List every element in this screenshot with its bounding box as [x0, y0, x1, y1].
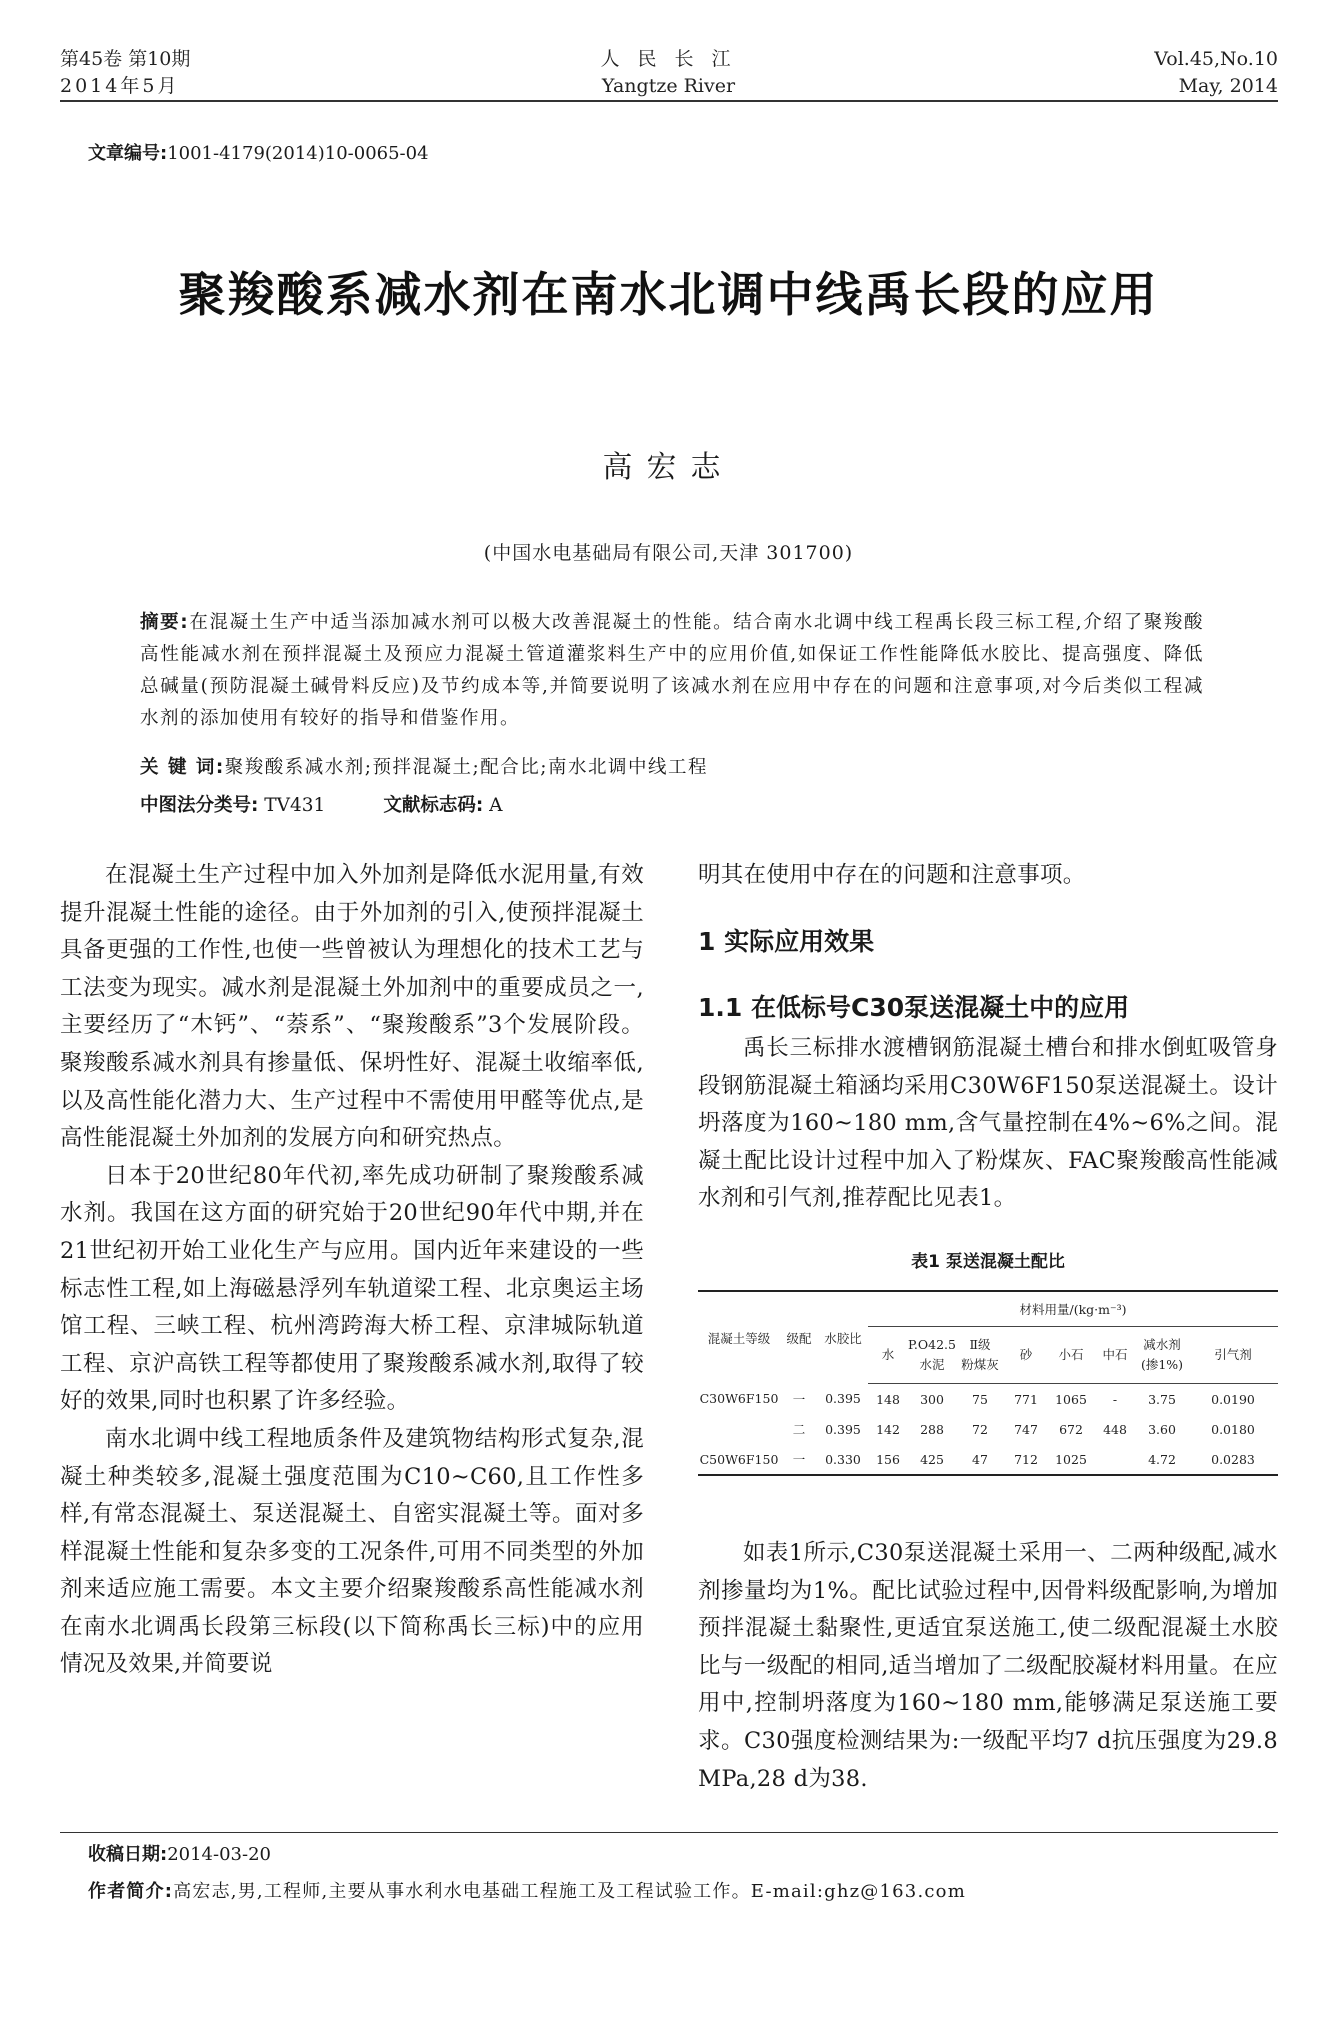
col-header-cement: P.O42.5 水泥 [908, 1327, 956, 1384]
col-header-reducer: 减水剂 (掺1%) [1136, 1327, 1188, 1384]
table-row: 二 0.395 142 288 72 747 672 448 3.60 0.0180 [792, 1421, 1255, 1437]
body-right-continuation: 明其在使用中存在的问题和注意事项。 [698, 862, 1086, 888]
author-name: 高宏志 [602, 450, 735, 485]
body-paragraph: 南水北调中线工程地质条件及建筑物结构形式复杂,混凝土种类较多,混凝土强度范围为C10~C60,且工作性多样,有常态混凝土、泵送混凝土、自密实混凝土等。面对多样混凝土性能和复杂多变的工况条件,可用不同类型的外加剂来适应施工需要。本文主要介绍聚羧酸系高性能减水剂在南水北调禹长段第三标段(以下简称禹长三标)中的应用情况及效果,并简要说 [60, 1425, 644, 1678]
body-right-paragraph: 禹长三标排水渡槽钢筋混凝土槽台和排水倒虹吸管身段钢筋混凝土箱涵均采用C30W6F150泵送混凝土。设计坍落度为160~180 mm,含气量控制在4%~6%之间。混凝土配比设计过程中加入了粉煤灰、FAC聚羧酸高性能减水剂和引气剂,推荐配比见表1。 [698, 1035, 1278, 1212]
col-header-grade: 混凝土等级 [698, 1291, 780, 1384]
journal-name: 人 民 长 江 Yangtze River [600, 48, 737, 97]
body-left-column [60, 857, 644, 1684]
abstract: 摘要:在混凝土生产中适当添加减水剂可以极大改善混凝土的性能。结合南水北调中线工程禹长段三标工程,介绍了聚羧酸高性能减水剂在预拌混凝土及预应力混凝土管道灌浆料生产中的应用价值,如保证工作性能降低水胶比、提高强度、降低总碱量(预防混凝土碱骨料反应)及节约成本等,并简要说明了该减水剂在应用中存在的问题和注意事项,对今后类似工程减水剂的添加使用有较好的指导和借鉴作用。 [140, 612, 1205, 729]
mix-proportion-table [698, 1290, 1278, 1476]
col-header-medium-stone: 中石 [1094, 1327, 1136, 1384]
col-header-air-agent: 引气剂 [1188, 1327, 1278, 1384]
subsection-heading: 1.1 在低标号C30泵送混凝土中的应用 [698, 993, 1130, 1022]
article-number: 文章编号:1001-4179(2014)10-0065-04 [88, 143, 429, 164]
received-date: 收稿日期:2014-03-20 [88, 1844, 271, 1865]
paper-title: 聚羧酸系减水剂在南水北调中线禹长段的应用 [178, 268, 1159, 323]
col-group-header: 材料用量/(kg·m⁻³) [868, 1291, 1278, 1327]
classification: 中图法分类号: TV431 文献标志码: A [140, 795, 503, 816]
table-row: C50W6F150 一 0.330 156 425 47 712 1025 4.72 0.0283 [698, 1444, 1278, 1475]
body-paragraph: 日本于20世纪80年代初,率先成功研制了聚羧酸系减水剂。我国在这方面的研究始于20世纪90年代中期,并在21世纪初开始工业化生产与应用。国内近年来建设的一些标志性工程,如上海磁悬浮列车轨道梁工程、北京奥运主场馆工程、三峡工程、杭州湾跨海大桥工程、京津城际轨道工程、京沪高铁工程等都使用了聚羧酸系减水剂,取得了较好的效果,同时也积累了许多经验。 [60, 1162, 644, 1415]
table-caption: 表1 泵送混凝土配比 [911, 1252, 1065, 1272]
col-header-gradation: 级配 [780, 1291, 818, 1384]
header-rule [60, 100, 1278, 102]
col-header-flyash: Ⅱ级 粉煤灰 [956, 1327, 1004, 1384]
col-header-sand: 砂 [1004, 1327, 1048, 1384]
body-paragraph: 在混凝土生产过程中加入外加剂是降低水泥用量,有效提升混凝土性能的途径。由于外加剂的引入,使预拌混凝土具备更强的工作性,也使一些曾被认为理想化的技术工艺与工法变为现实。减水剂是混凝土外加剂中的重要成员之一,主要经历了“木钙”、“萘系”、“聚羧酸系”3个发展阶段。聚羧酸系减水剂具有掺量低、保坍性好、混凝土收缩率低,以及高性能化潜力大、生产过程中不需使用甲醛等优点,是高性能混凝土外加剂的发展方向和研究热点。 [60, 862, 644, 1152]
table-row: C30W6F150 一 0.395 148 300 75 771 1065 - 3.75 0.0190 [699, 1391, 1255, 1407]
col-header-water: 水 [868, 1327, 908, 1384]
body-right-paragraph: 如表1所示,C30泵送混凝土采用一、二两种级配,减水剂掺量均为1%。配比试验过程中,因骨料级配影响,为增加预拌混凝土黏聚性,更适宜泵送施工,使二级配混凝土水胶比与一级配的相同,适当增加了二级配胶凝材料用量。在应用中,控制坍落度为160~180 mm,能够满足泵送施工要求。C30强度检测结果为:一级配平均7 d抗压强度为29.8 MPa,28 d为38. [698, 1540, 1278, 1792]
author-bio: 作者简介:高宏志,男,工程师,主要从事水利水电基础工程施工及工程试验工作。E-mail:ghz@163.com [88, 1881, 966, 1902]
col-header-wb: 水胶比 [818, 1291, 868, 1384]
affiliation: (中国水电基础局有限公司,天津 301700) [483, 542, 854, 564]
journal-volume-en: Vol.45,No.10 May, 2014 [1154, 48, 1278, 97]
keywords: 关 键 词:聚羧酸系减水剂;预拌混凝土;配合比;南水北调中线工程 [140, 757, 708, 778]
section-heading: 1 实际应用效果 [698, 927, 875, 956]
journal-volume-issue: 第45卷 第10期 2014年5月 [60, 48, 191, 97]
footnote-rule [60, 1832, 1278, 1833]
col-header-small-stone: 小石 [1048, 1327, 1094, 1384]
